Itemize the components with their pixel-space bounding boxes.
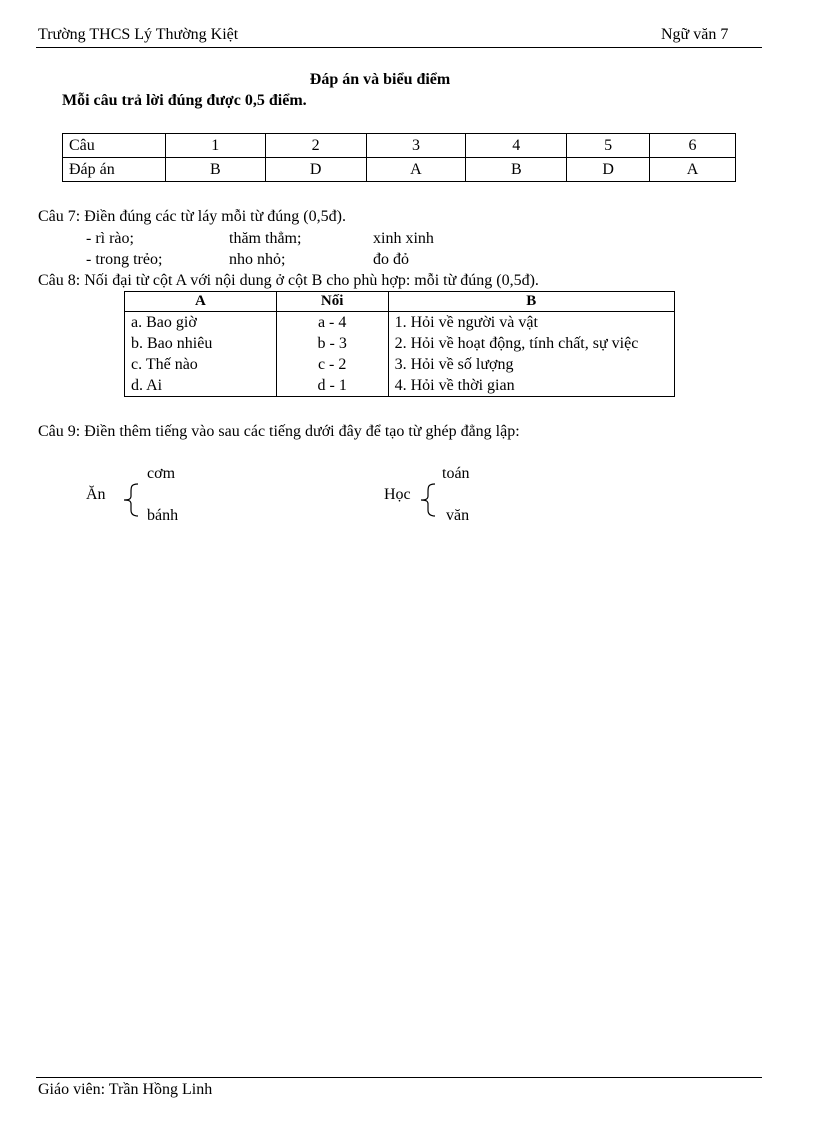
table-cell: 1	[165, 134, 265, 158]
compound-top-word: cơm	[147, 465, 176, 482]
q7-word: xinh xinh	[373, 230, 434, 247]
table-cell: 2. Hỏi về hoạt động, tính chất, sự việc	[388, 333, 674, 354]
curly-brace-icon	[415, 482, 439, 518]
table-cell: 2	[265, 134, 366, 158]
compound-top-word: toán	[442, 465, 470, 482]
table-cell: 5	[567, 134, 650, 158]
q7-text: Câu 7: Điền đúng các từ láy mỗi từ đúng (0,5đ).	[38, 208, 346, 225]
table-cell: b. Bao nhiêu	[125, 333, 277, 354]
table-cell: a. Bao giờ	[125, 312, 277, 334]
q8-text: Câu 8: Nối đại từ cột A với nội dung ở cột B cho phù hợp: mỗi từ đúng (0,5đ).	[38, 272, 539, 289]
table-cell: Câu	[63, 134, 166, 158]
answer-table	[62, 133, 736, 182]
scoring-note: Mỗi câu trả lời đúng được 0,5 điểm.	[62, 92, 307, 109]
column-header: B	[388, 292, 674, 312]
footer-teacher: Giáo viên: Trần Hồng Linh	[38, 1081, 213, 1098]
header-subject: Ngữ văn 7	[661, 26, 729, 43]
table-row	[125, 354, 675, 375]
table-row	[125, 333, 675, 354]
table-cell: a - 4	[276, 312, 388, 334]
table-row	[125, 312, 675, 334]
table-cell: b - 3	[276, 333, 388, 354]
q9-text: Câu 9: Điền thêm tiếng vào sau các tiếng dưới đây để tạo từ ghép đẳng lập:	[38, 423, 520, 440]
table-cell: 1. Hỏi về người và vật	[388, 312, 674, 334]
column-header: Nối	[276, 292, 388, 312]
header-rule	[36, 47, 762, 48]
page-title: Đáp án và biểu điểm	[309, 71, 451, 88]
table-cell: B	[165, 158, 265, 182]
matching-table	[124, 291, 675, 397]
table-cell: A	[650, 158, 736, 182]
table-cell: c. Thế nào	[125, 354, 277, 375]
table-cell: 3. Hỏi về số lượng	[388, 354, 674, 375]
table-cell: A	[366, 158, 466, 182]
table-cell: d. Ai	[125, 375, 277, 397]
table-cell: c - 2	[276, 354, 388, 375]
footer-rule	[36, 1077, 762, 1078]
compound-bottom-word: văn	[446, 507, 470, 524]
table-cell: B	[466, 158, 567, 182]
compound-root-word: Ăn	[86, 486, 106, 503]
table-row	[125, 375, 675, 397]
q7-word: thăm thẳm;	[229, 230, 302, 247]
table-cell: 6	[650, 134, 736, 158]
table-cell: 4	[466, 134, 567, 158]
q7-word: - rì rào;	[86, 230, 134, 247]
q7-word: - trong trẻo;	[86, 251, 163, 268]
curly-brace-icon	[118, 482, 142, 518]
table-cell: D	[567, 158, 650, 182]
compound-root-word: Học	[384, 486, 411, 503]
table-row	[63, 134, 736, 158]
compound-bottom-word: bánh	[147, 507, 179, 524]
table-cell: d - 1	[276, 375, 388, 397]
table-cell: Đáp án	[63, 158, 166, 182]
table-header-row	[125, 292, 675, 312]
table-cell: 3	[366, 134, 466, 158]
table-cell: D	[265, 158, 366, 182]
table-cell: 4. Hỏi về thời gian	[388, 375, 674, 397]
column-header: A	[125, 292, 277, 312]
table-row	[63, 158, 736, 182]
header-school: Trường THCS Lý Thường Kiệt	[38, 26, 239, 43]
q7-word: đo đỏ	[373, 251, 409, 268]
q7-word: nho nhỏ;	[229, 251, 286, 268]
